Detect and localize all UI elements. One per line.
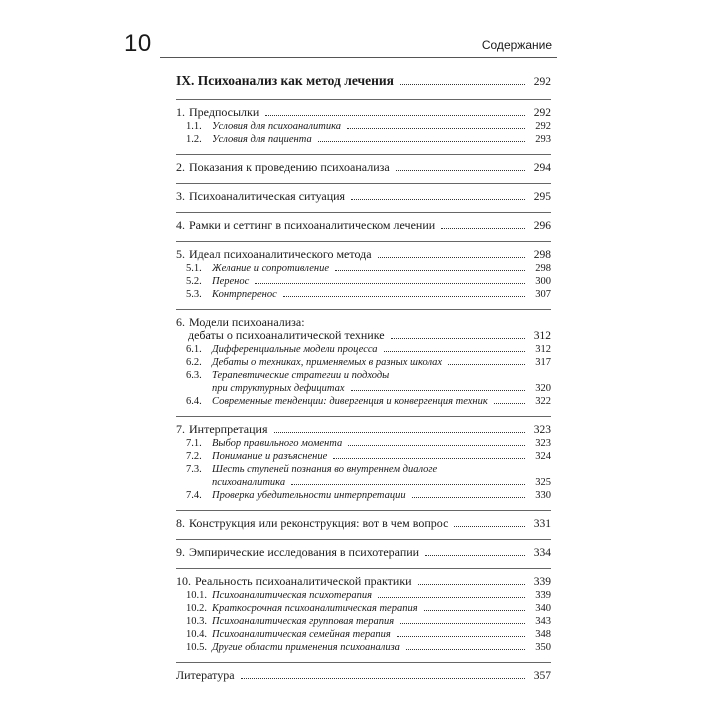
running-head: Содержание [481,38,552,52]
dot-leader [318,141,525,142]
toc-subentry-title: Шесть ступеней познания во внутреннем диалоге [212,464,438,475]
toc-entry[interactable] [176,190,551,204]
toc-subentry[interactable] [176,343,551,356]
toc-subentry-page: 343 [535,616,551,627]
dot-leader [412,497,525,498]
toc-subentry-title: Психоаналитическая семейная терапия [212,629,391,640]
toc-entry[interactable] [176,248,551,262]
dot-leader [454,526,525,527]
toc-entry-number: 5. [176,247,185,261]
toc-entry-title: Психоаналитическая ситуация [189,189,346,203]
toc-subentry[interactable] [176,288,551,301]
dot-leader [348,445,525,446]
toc-entry-page: 331 [533,518,551,530]
toc-subentry-number: 7.4. [186,490,202,501]
header-rule [160,57,557,58]
dot-leader [494,403,525,404]
toc-entry-title-continued: дебаты о психоаналитической технике [188,328,385,342]
section-divider [176,241,551,242]
toc-entry-number: 6. [176,315,185,329]
toc-subentry-number: 10.3. [186,616,207,627]
toc-subentry-number: 5.1. [186,263,202,274]
dot-leader [384,351,525,352]
toc-entry[interactable] [176,546,551,560]
dot-leader [378,257,525,258]
toc-subentry-title: Современные тенденции: дивергенция и конвергенция техник [212,396,488,407]
toc-subentry[interactable] [176,382,551,395]
toc-subentry-page: 324 [535,451,551,462]
dot-leader [425,555,525,556]
page-number: 10 [124,30,152,57]
toc-entry-page: 296 [533,220,551,232]
toc-subentry-title-line [176,463,551,476]
toc-subentry-number: 5.3. [186,289,202,300]
toc-entry-page: 298 [533,249,551,261]
toc-subentry[interactable] [176,275,551,288]
toc-subentry-page: 339 [535,590,551,601]
toc-entry-page: 339 [533,576,551,588]
dot-leader [274,432,526,433]
toc-entry[interactable] [176,517,551,531]
toc-subentry-title: Понимание и разъяснение [212,451,328,462]
toc-entry-title: Конструкция или реконструкция: вот в чем вопрос [189,516,449,530]
toc-subentry[interactable] [176,395,551,408]
section-divider [176,662,551,663]
toc-subentry-page: 300 [535,276,551,287]
section-divider [176,568,551,569]
dot-leader [351,390,525,391]
toc-subentry-title-line [176,369,551,382]
toc-subentry-page: 323 [535,438,551,449]
toc-subentry[interactable] [176,437,551,450]
section-divider [176,539,551,540]
dot-leader [397,636,525,637]
toc-subentry[interactable] [176,602,551,615]
dot-leader [378,597,525,598]
toc-entry-number: 10. [176,574,191,588]
toc-subentry[interactable] [176,262,551,275]
toc-subentry-page: 325 [535,477,551,488]
toc-subentry-title: Условия для пациента [212,134,312,145]
dot-leader [265,115,525,116]
dot-leader [400,623,525,624]
section-divider [176,510,551,511]
toc-entry-number: 8. [176,516,185,530]
toc-entry-page: 312 [533,330,551,342]
toc-entry-title: Показания к проведению психоанализа [189,160,390,174]
toc-subentry[interactable] [176,589,551,602]
toc-entry-title: Модели психоанализа: [189,315,305,329]
dot-leader [391,338,525,339]
toc-subentry-page: 317 [535,357,551,368]
toc-entry-title: Литература [176,668,235,682]
toc-entry-number: 7. [176,422,185,436]
toc-entry[interactable] [176,329,551,343]
toc-subentry-title: Краткосрочная психоаналитическая терапия [212,603,418,614]
toc-entries [176,99,551,683]
toc-entry-page: 294 [533,162,551,174]
toc-entry-number: 4. [176,218,185,232]
toc-subentry[interactable] [176,615,551,628]
toc-entry-page: 357 [533,670,551,682]
dot-leader [283,296,525,297]
table-of-contents [176,72,551,683]
toc-subentry-title: Терапевтические стратегии и подходы [212,370,390,381]
toc-entry[interactable] [176,219,551,233]
toc-entry[interactable] [176,106,551,120]
toc-entry-number: 1. [176,105,185,119]
toc-entry-number: 2. [176,160,185,174]
dot-leader [406,649,525,650]
dot-leader [441,228,525,229]
toc-subentry-title: Перенос [212,276,250,287]
toc-subentry-number: 10.5. [186,642,207,653]
dot-leader [448,364,525,365]
toc-subentry-page: 320 [535,383,551,394]
chapter-heading [176,72,551,91]
toc-entry-title: Рамки и сеттинг в психоаналитическом лечении [189,218,436,232]
toc-subentry-page: 348 [535,629,551,640]
section-divider [176,212,551,213]
toc-entry[interactable] [176,669,551,683]
toc-subentry-number: 10.4. [186,629,207,640]
toc-subentry[interactable] [176,476,551,489]
toc-subentry-number: 7.2. [186,451,202,462]
toc-entry-title: Предпосылки [189,105,260,119]
dot-leader [396,170,525,171]
toc-subentry-title: Другие области применения психоанализа [212,642,400,653]
toc-subentry[interactable] [176,356,551,369]
dot-leader [418,584,525,585]
dot-leader [335,270,525,271]
toc-subentry-number: 1.1. [186,121,202,132]
toc-subentry[interactable] [176,133,551,146]
dot-leader [333,458,525,459]
toc-entry-title: Идеал психоаналитического метода [189,247,372,261]
toc-subentry-title: Выбор правильного момента [212,438,343,449]
toc-entry-page: 295 [533,191,551,203]
dot-leader [241,678,525,679]
toc-entry-page: 334 [533,547,551,559]
dot-leader [255,283,525,284]
dot-leader [424,610,525,611]
dot-leader [351,199,525,200]
toc-entry-page: 323 [533,424,551,436]
toc-entry-page: 292 [533,107,551,119]
chapter-title: IX. Психоанализ как метод лечения [176,73,394,88]
toc-subentry-title: Желание и сопротивление [212,263,330,274]
toc-subentry-page: 307 [535,289,551,300]
toc-subentry-number: 7.1. [186,438,202,449]
toc-subentry-page: 330 [535,490,551,501]
toc-subentry-title: Контрперенос [212,289,277,300]
toc-subentry-title: Психоаналитическая групповая терапия [212,616,395,627]
section-divider [176,309,551,310]
toc-subentry-page: 312 [535,344,551,355]
toc-entry[interactable] [176,423,551,437]
toc-entry-title: Эмпирические исследования в психотерапии [189,545,420,559]
toc-subentry[interactable] [176,450,551,463]
toc-subentry[interactable] [176,489,551,502]
toc-subentry[interactable] [176,120,551,133]
section-divider [176,416,551,417]
toc-subentry-page: 350 [535,642,551,653]
toc-subentry-number: 6.1. [186,344,202,355]
toc-subentry-title: Условия для психоаналитика [212,121,341,132]
toc-entry-title: Интерпретация [189,422,268,436]
toc-subentry[interactable] [176,628,551,641]
toc-subentry-number: 7.3. [186,464,202,475]
dot-leader [291,484,525,485]
toc-entry-number: 9. [176,545,185,559]
toc-subentry[interactable] [176,641,551,654]
toc-subentry-title-continued: при структурных дефицитах [212,383,345,394]
toc-subentry-title-continued: психоаналитика [212,477,286,488]
toc-subentry-title: Дебаты о техниках, применяемых в разных школах [212,357,443,368]
toc-subentry-title: Дифференциальные модели процесса [212,344,378,355]
toc-subentry-number: 10.1. [186,590,207,601]
toc-subentry-title: Проверка убедительности интерпретации [212,490,406,501]
toc-subentry-number: 1.2. [186,134,202,145]
toc-subentry-page: 292 [535,121,551,132]
chapter-page: 292 [533,76,551,88]
toc-entry[interactable] [176,575,551,589]
toc-subentry-number: 6.3. [186,370,202,381]
section-divider [176,183,551,184]
toc-subentry-number: 10.2. [186,603,207,614]
toc-subentry-page: 293 [535,134,551,145]
toc-subentry-number: 6.2. [186,357,202,368]
section-divider [176,154,551,155]
toc-subentry-number: 6.4. [186,396,202,407]
dot-leader [400,84,525,85]
toc-entry-title: Реальность психоаналитической практики [195,574,412,588]
dot-leader [347,128,525,129]
section-divider [176,99,551,100]
toc-entry-number: 3. [176,189,185,203]
toc-subentry-number: 5.2. [186,276,202,287]
toc-subentry-title: Психоаналитическая психотерапия [212,590,373,601]
toc-subentry-page: 340 [535,603,551,614]
toc-subentry-page: 322 [535,396,551,407]
toc-entry[interactable] [176,161,551,175]
toc-subentry-page: 298 [535,263,551,274]
